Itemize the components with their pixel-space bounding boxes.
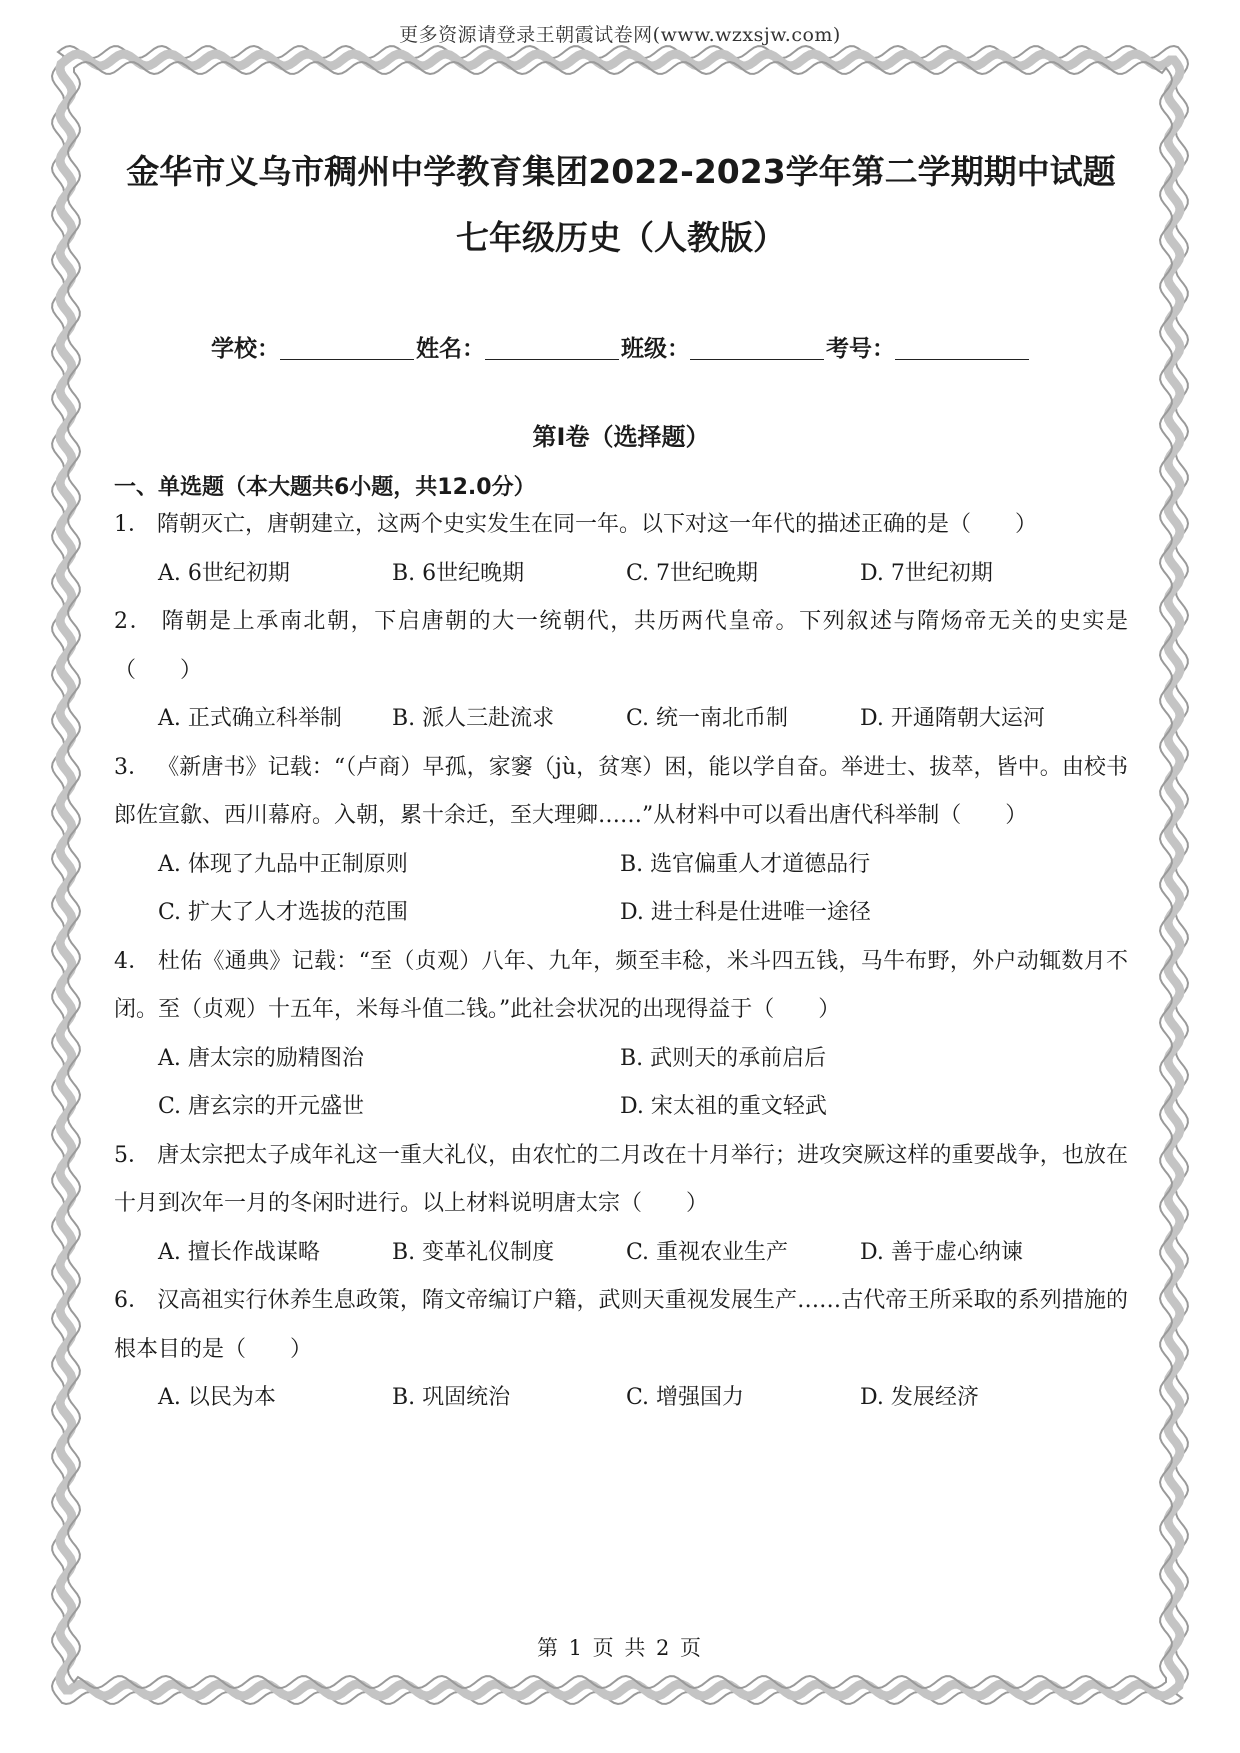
option-c: C. 唐玄宗的开元盛世 <box>158 1094 365 1119</box>
question-options <box>114 1374 1128 1423</box>
option-c: C. 统一南北币制 <box>626 706 789 731</box>
option-d: D. 发展经济 <box>860 1385 979 1410</box>
option-a: A. 6世纪初期 <box>158 560 290 586</box>
option-c: C. 扩大了人才选拔的范围 <box>158 900 409 925</box>
option-b: B. 变革礼仪制度 <box>392 1239 555 1265</box>
question-options <box>114 550 1128 599</box>
school-blank[interactable] <box>280 335 414 360</box>
option-a: A. 体现了九品中正制原则 <box>158 851 408 877</box>
exam-number-label: 考号： <box>826 336 895 362</box>
exam-number-blank[interactable] <box>895 335 1029 360</box>
question-stem: 6． 汉高祖实行休养生息政策，隋文帝编订户籍，武则天重视发展生产……古代帝王所采取的系列措施的根本目的是（ ） <box>114 1288 1128 1362</box>
option-a: A. 以民为本 <box>158 1385 276 1410</box>
option-c: C. 增强国力 <box>626 1385 745 1410</box>
option-d: D. 宋太祖的重文轻武 <box>620 1094 827 1119</box>
question-options <box>114 1035 1128 1132</box>
option-d: D. 7世纪初期 <box>860 560 993 586</box>
option-a: A. 擅长作战谋略 <box>158 1239 320 1265</box>
option-d: D. 善于虚心纳谏 <box>860 1239 1023 1265</box>
student-info-row <box>114 330 1128 363</box>
exam-title: 金华市义乌市稠州中学教育集团2022-2023学年第二学期期中试题 <box>126 152 1116 191</box>
part-title: 一、单选题（本大题共6小题，共12.0分） <box>114 475 536 500</box>
option-b: B. 选官偏重人才道德品行 <box>620 851 871 877</box>
option-d: D. 进士科是仕进唯一途径 <box>620 900 871 925</box>
option-b: B. 派人三赴流求 <box>392 706 555 731</box>
exam-subtitle: 七年级历史（人教版） <box>456 218 786 257</box>
option-d: D. 开通隋朝大运河 <box>860 706 1045 731</box>
question-stem: 5． 唐太宗把太子成年礼这一重大礼仪，由农忙的二月改在十月举行；进攻突厥这样的重要战争，也放在十月到次年一月的冬闲时进行。以上材料说明唐太宗（ ） <box>114 1142 1128 1216</box>
option-b: B. 6世纪晚期 <box>392 560 525 586</box>
question-options <box>114 841 1128 938</box>
option-c: C. 重视农业生产 <box>626 1239 789 1265</box>
class-blank[interactable] <box>690 335 824 360</box>
header-source-note: 更多资源请登录王朝霞试卷网(www.wzxsjw.com) <box>399 24 841 46</box>
question-stem: 3． 《新唐书》记载：“（卢商）早孤，家窭（jù，贫寒）困，能以学自奋。举进士、拔萃，皆中。由校书郎佐宣歙、西川幕府。入朝，累十余迁，至大理卿……”从材料中可以看出唐代科举制（ ） <box>114 754 1128 828</box>
school-label: 学校： <box>211 336 280 362</box>
name-label: 姓名： <box>416 336 485 362</box>
question-options <box>114 1229 1128 1278</box>
option-b: B. 巩固统治 <box>392 1385 511 1410</box>
question-options <box>114 695 1128 744</box>
question-stem: 2． 隋朝是上承南北朝，下启唐朝的大一统朝代，共历两代皇帝。下列叙述与隋炀帝无关的史实是（ ） <box>114 609 1128 683</box>
class-label: 班级： <box>621 336 690 362</box>
option-a: A. 唐太宗的励精图治 <box>158 1045 364 1071</box>
option-a: A. 正式确立科举制 <box>158 706 342 731</box>
question-stem: 1． 隋朝灭亡，唐朝建立，这两个史实发生在同一年。以下对这一年代的描述正确的是（ ） <box>114 512 1037 537</box>
question-stem: 4． 杜佑《通典》记载：“至（贞观）八年、九年，频至丰稔，米斗四五钱，马牛布野，外户动辄数月不闭。至（贞观）十五年，米每斗值二钱。”此社会状况的出现得益于（ ） <box>114 948 1128 1022</box>
option-c: C. 7世纪晚期 <box>626 560 759 586</box>
page-footer: 第 1 页 共 2 页 <box>536 1636 704 1660</box>
option-b: B. 武则天的承前启后 <box>620 1045 827 1071</box>
exam-page-content <box>114 142 1128 1423</box>
name-blank[interactable] <box>485 335 619 360</box>
section-title: 第Ⅰ卷（选择题） <box>532 423 710 451</box>
